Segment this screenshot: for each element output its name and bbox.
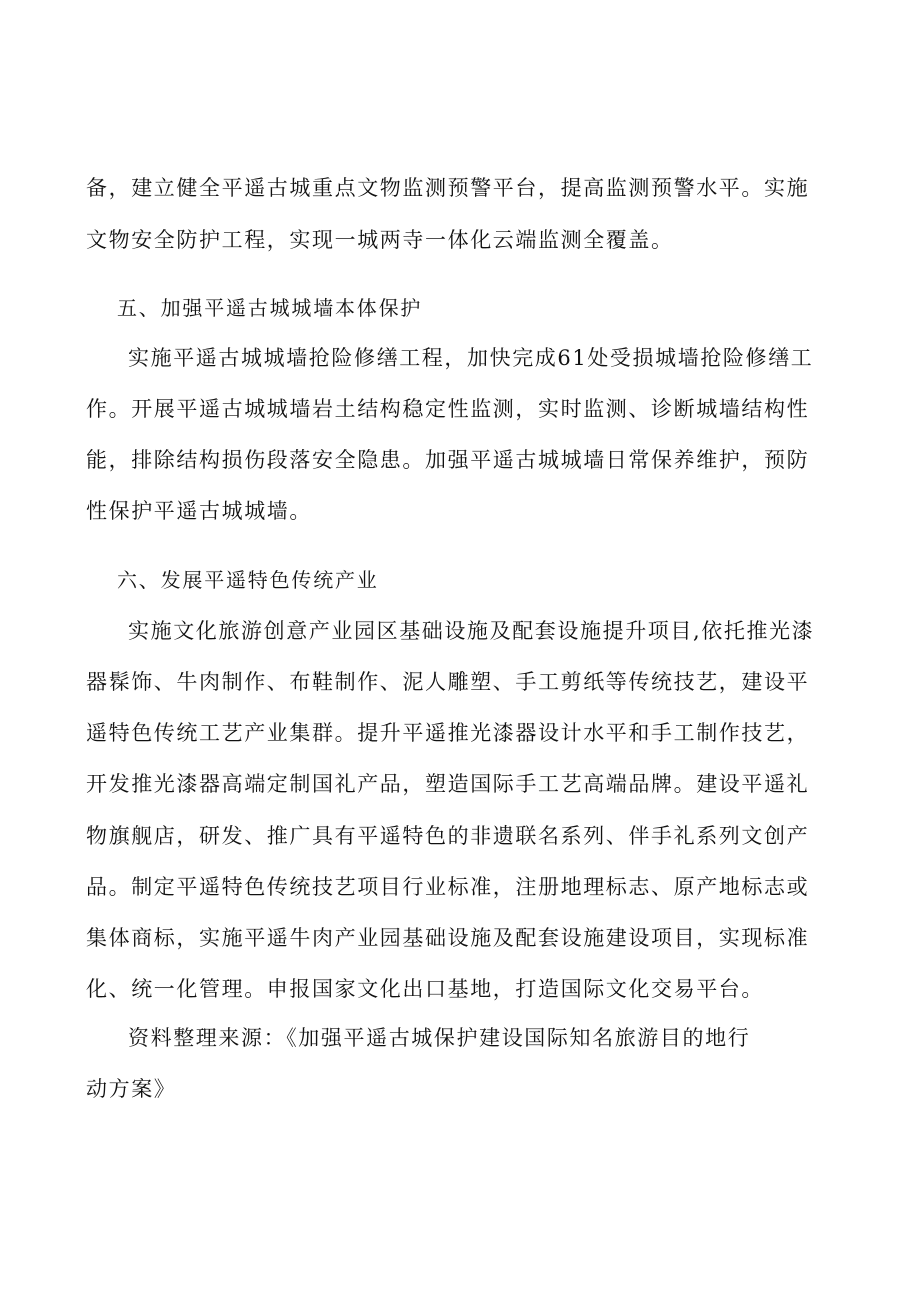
section-5-line-1: 实施平遥古城城墙抢险修缮工程，加快完成61处受损城墙抢险修缮工 [128, 346, 814, 370]
source-line-2: 动方案》 [86, 1077, 177, 1101]
section-5-line-3: 能，排除结构损伤段落安全隐患。加强平遥古城城墙日常保养维护，预防 [86, 448, 810, 472]
source-line-1: 资料整理来源：《加强平遥古城保护建设国际知名旅游目的地行 [128, 1026, 751, 1050]
section-6-heading: 六、发展平遥特色传统产业 [117, 568, 379, 592]
section-5-heading: 五、加强平遥古城城墙本体保护 [117, 296, 423, 320]
section-5-line-4: 性保护平遥古城城墙。 [86, 499, 312, 523]
intro-line-1: 备，建立健全平遥古城重点文物监测预警平台，提高监测预警水平。实施 [86, 176, 810, 200]
section-5-line-2: 作。开展平遥古城城墙岩土结构稳定性监测，实时监测、诊断城墙结构性 [86, 397, 810, 421]
section-6-line-6: 品。制定平遥特色传统技艺项目行业标准，注册地理标志、原产地标志或 [86, 875, 810, 899]
section-6-line-4: 开发推光漆器高端定制国礼产品，塑造国际手工艺高端品牌。建设平遥礼 [86, 772, 810, 796]
section-6-line-7: 集体商标，实施平遥牛肉产业园基础设施及配套设施建设项目，实现标准 [86, 926, 810, 950]
section-6-line-2: 器髹饰、牛肉制作、布鞋制作、泥人雕塑、手工剪纸等传统技艺，建设平 [86, 670, 810, 694]
section-6-line-5: 物旗舰店，研发、推广具有平遥特色的非遗联名系列、伴手礼系列文创产 [86, 824, 810, 848]
section-6-line-3: 遥特色传统工艺产业集群。提升平遥推光漆器设计水平和手工制作技艺， [86, 721, 810, 745]
intro-line-2: 文物安全防护工程，实现一城两寺一体化云端监测全覆盖。 [86, 228, 674, 252]
section-6-line-1: 实施文化旅游创意产业园区基础设施及配套设施提升项目,依托推光漆 [128, 619, 815, 643]
section-6-line-8: 化、统一化管理。申报国家文化出口基地，打造国际文化交易平台。 [86, 977, 764, 1001]
